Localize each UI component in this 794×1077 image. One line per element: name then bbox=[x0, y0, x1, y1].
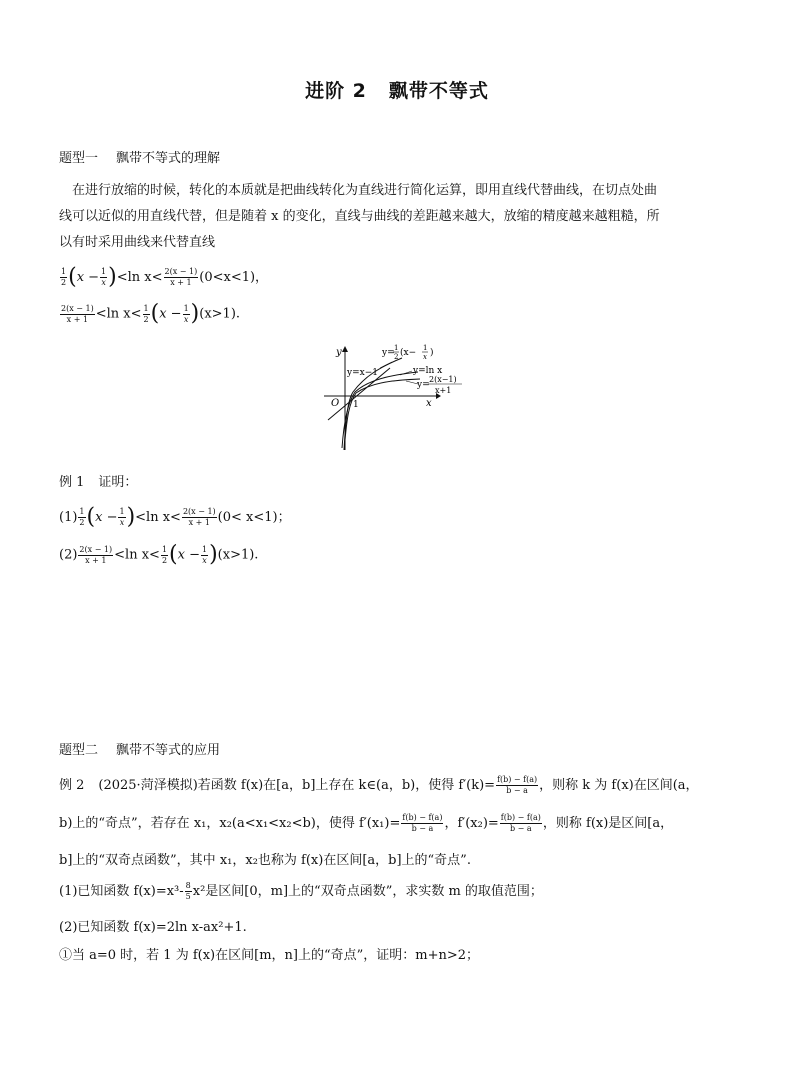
tick-one-label: 1 bbox=[353, 400, 359, 410]
label-half-den: 2 bbox=[394, 353, 399, 361]
section-label: 题型二 bbox=[59, 743, 99, 758]
label-ln: y=ln x bbox=[413, 366, 443, 376]
section-heading-1 bbox=[59, 147, 220, 166]
fraction-two-x: $\frac{2(x - 1)}{x + 1}$ bbox=[61, 303, 94, 324]
example-2-question-2: (2)已知函数 f(x)=2ln x-ax²+1. bbox=[59, 920, 247, 935]
label-half-one: 1 bbox=[423, 344, 428, 352]
example-2-line-2: b)上的“奇点”，若存在 x₁，x₂(a<x₁<x₂<b)，使得 f′(x₁)= $\frac{f(b) - f(a)}{b - a}$ ，f′(x₂)= $\frac{f(b) - f(a)}{b - a}$ ，则称 f(x)是区间[a， bbox=[59, 813, 674, 833]
section-name: 飘带不等式的理解 bbox=[116, 151, 221, 166]
origin-label: O bbox=[331, 398, 340, 409]
fraction-one-over-x: $\frac{1}{x}$ bbox=[101, 267, 107, 287]
inequality-1: $\frac{1}{2}$ (x − $\frac{1}{x}$ )<ln x< $\frac{2(x - 1)}{x + 1}$ (0<x<1)， bbox=[61, 264, 269, 290]
section-name: 飘带不等式的应用 bbox=[116, 743, 221, 758]
svg-text:): ) bbox=[430, 348, 434, 358]
title-prefix: 进阶 2 bbox=[305, 80, 367, 102]
label-half-num: 1 bbox=[394, 344, 399, 352]
label-half-prefix: y= bbox=[382, 348, 395, 358]
title-main: 飘带不等式 bbox=[388, 80, 489, 102]
example-1-part-2: (2) $\frac{2(x - 1)}{x + 1}$ <ln x< $\frac{1}{2}$ (x − $\frac{1}{x}$ )(x>1). bbox=[59, 542, 259, 567]
example-1-heading bbox=[59, 471, 137, 490]
intro-line-1: 在进行放缩的时候，转化的本质就是把曲线转化为直线进行简化运算，即用直线代替曲线，在切点处曲 bbox=[72, 183, 658, 198]
intro-line-2: 线可以近似的用直线代替，但是随着 x 的变化，直线与曲线的差距越来越大，放缩的精度越来越粗糙，所 bbox=[59, 209, 660, 224]
example-2-line-1: 例 2 (2025·菏泽模拟)若函数 f(x)在[a，b]上存在 k∈(a，b)，使得 f′(k)= $\frac{f(b) - f(a)}{b - a}$ ，则称 k 为 f(x)在区间(a， bbox=[59, 775, 699, 795]
example-2-question-2-part-1: ①当 a=0 时，若 1 为 f(x)在区间[m，n]上的“奇点”，证明：m+n>2； bbox=[59, 948, 480, 963]
label-line: y=x−1 bbox=[347, 368, 378, 378]
page-title bbox=[0, 76, 794, 103]
intro-line-3: 以有时采用曲线来代替直线 bbox=[59, 235, 216, 250]
label-frac-num: 2(x−1) bbox=[429, 375, 457, 384]
fraction-one-over-x: $\frac{1}{x}$ bbox=[183, 303, 189, 324]
example-2-line-3: b]上的“双奇点函数”，其中 x₁，x₂也称为 f(x)在区间[a，b]上的“奇点”. bbox=[59, 853, 471, 868]
y-axis-label: y bbox=[336, 347, 342, 358]
label-frac-prefix: y= bbox=[417, 380, 430, 390]
fraction-two-x: $\frac{2(x - 1)}{x + 1}$ bbox=[164, 267, 198, 287]
example-label: 例 2 bbox=[59, 778, 85, 793]
fraction-half: $\frac{1}{2}$ bbox=[61, 267, 67, 287]
example-text: 证明： bbox=[98, 475, 138, 490]
pointer-half bbox=[380, 362, 392, 368]
ribbon-inequality-graph bbox=[320, 340, 470, 455]
label-half-suffix: (x− bbox=[400, 348, 417, 358]
fraction-half: $\frac{1}{2}$ bbox=[143, 303, 149, 324]
example-1-part-1: (1) $\frac{1}{2}$ (x − $\frac{1}{x}$ )<ln x< $\frac{2(x - 1)}{x + 1}$ (0< x<1)； bbox=[59, 504, 291, 530]
example-2-question-1: (1)已知函数 f(x)=x³- $\frac{8}{5}$ x²是区间[0，m]上的“双奇点函数”，求实数 m 的取值范围； bbox=[59, 881, 543, 901]
section-label: 题型一 bbox=[59, 151, 99, 166]
label-half-x: x bbox=[423, 353, 427, 361]
section-heading-2 bbox=[59, 739, 220, 758]
label-frac-den: x+1 bbox=[435, 386, 452, 395]
x-axis-label: x bbox=[426, 398, 432, 409]
example-label: 例 1 bbox=[59, 475, 85, 490]
y-axis-arrow bbox=[342, 346, 348, 352]
intro-paragraph bbox=[59, 178, 749, 256]
inequality-2: $\frac{2(x - 1)}{x + 1}$ <ln x< $\frac{1}{2}$ (x − $\frac{1}{x}$ )(x>1). bbox=[61, 301, 241, 326]
